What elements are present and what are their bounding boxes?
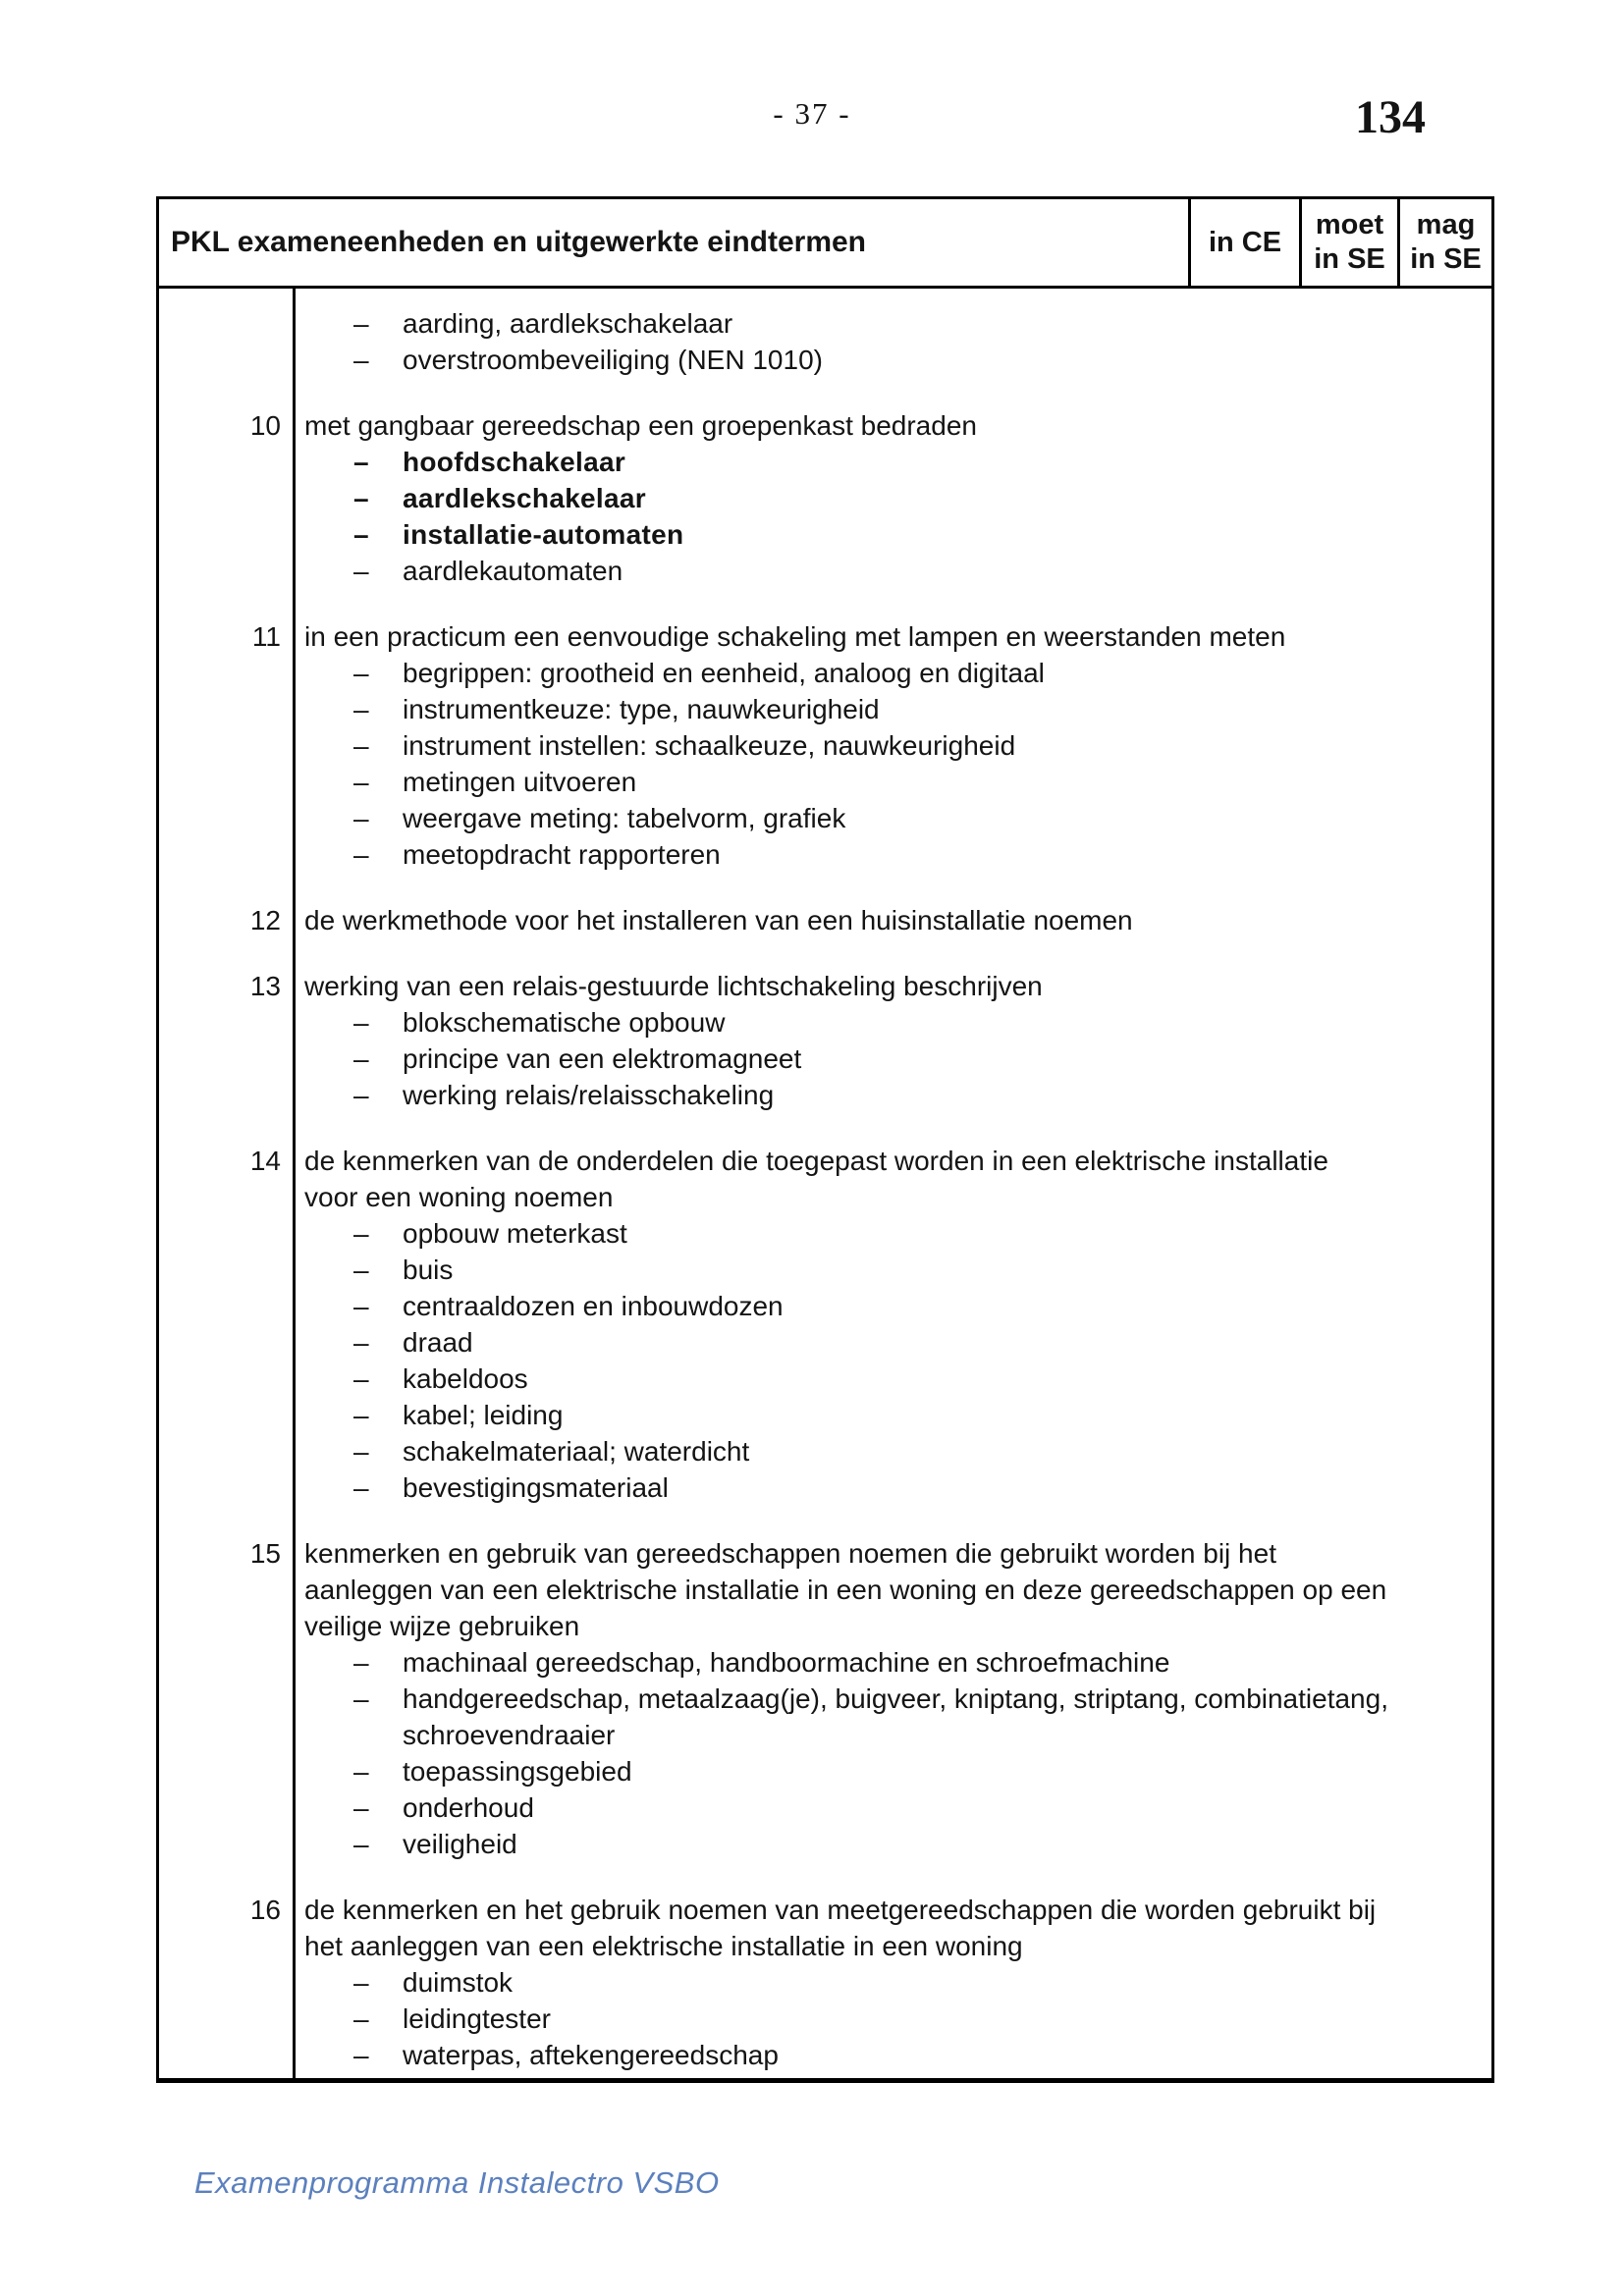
sub-item-text xyxy=(403,1469,669,1506)
row-content xyxy=(293,1143,1491,1506)
dash-bullet-icon: – xyxy=(353,1043,369,1074)
number-column-divider xyxy=(293,289,296,2083)
sub-item xyxy=(304,1826,1486,1862)
header-moet-in-se-text: moet in SE xyxy=(1314,209,1385,275)
header-title-cell: PKL exameneenheden en uitgewerkte eindtermen xyxy=(171,226,867,258)
row-content xyxy=(293,902,1491,938)
dash-bullet-icon: – xyxy=(353,694,369,724)
row-number: 11 xyxy=(251,621,281,652)
row-content xyxy=(293,618,1491,873)
sub-item-text xyxy=(403,1077,774,1113)
sub-item xyxy=(304,480,1486,516)
page-number-right: 134 xyxy=(1355,91,1426,143)
sub-item xyxy=(304,800,1486,836)
table-row xyxy=(159,968,1491,1113)
header-mag-in-se-text: mag in SE xyxy=(1410,209,1482,275)
row-number: 14 xyxy=(249,1146,281,1176)
sub-item xyxy=(304,655,1486,691)
dash-bullet-icon: – xyxy=(353,519,369,550)
sub-item-line: kabeldoos xyxy=(403,1363,528,1394)
sub-item-text xyxy=(403,1324,473,1361)
sub-item-text xyxy=(403,1433,749,1469)
sub-item xyxy=(304,1469,1486,1506)
dash-bullet-icon: – xyxy=(353,2040,369,2070)
sub-item-text xyxy=(403,764,636,800)
table-row xyxy=(159,618,1491,873)
sub-item-text xyxy=(403,2037,779,2073)
dash-bullet-icon: – xyxy=(353,1436,369,1467)
dash-bullet-icon: – xyxy=(353,2003,369,2034)
header-mag-in-se-cell xyxy=(1397,199,1491,286)
sub-item-line: weergave meting: tabelvorm, grafiek xyxy=(403,803,846,833)
sub-item-text xyxy=(403,655,1045,691)
table-row xyxy=(159,1143,1491,1506)
sub-item xyxy=(304,516,1486,553)
dash-bullet-icon: – xyxy=(353,839,369,870)
sub-item-line: veiligheid xyxy=(403,1829,517,1859)
sub-item xyxy=(304,444,1486,480)
sub-item-line: meetopdracht rapporteren xyxy=(403,839,721,870)
sub-item-text xyxy=(403,2001,551,2037)
dash-bullet-icon: – xyxy=(353,1829,369,1859)
sub-item xyxy=(304,342,1486,378)
sub-item-line: toepassingsgebied xyxy=(403,1756,632,1787)
sub-item-text xyxy=(403,305,732,342)
row-title-line: met gangbaar gereedschap een groepenkast bedraden xyxy=(304,410,977,441)
sub-item-text xyxy=(403,1215,627,1252)
sub-item-line: bevestigingsmateriaal xyxy=(403,1472,669,1503)
sub-item-line: centraaldozen en inbouwdozen xyxy=(403,1291,784,1321)
sub-item xyxy=(304,1288,1486,1324)
sub-item-text xyxy=(403,1789,534,1826)
dash-bullet-icon: – xyxy=(353,345,369,375)
sub-item-text xyxy=(403,1004,725,1041)
sub-item xyxy=(304,1215,1486,1252)
sub-item-text xyxy=(403,444,625,480)
sub-item-line: aarding, aardlekschakelaar xyxy=(403,308,733,339)
sub-item-text xyxy=(403,516,683,553)
sub-item-line: aardlekautomaten xyxy=(403,556,623,586)
table-body xyxy=(159,289,1491,2083)
sub-item xyxy=(304,1964,1486,2001)
sub-item xyxy=(304,764,1486,800)
sub-item-text xyxy=(403,1397,563,1433)
row-number: 16 xyxy=(249,1895,281,1925)
row-number: 13 xyxy=(249,971,281,1001)
sub-item-line: schakelmateriaal; waterdicht xyxy=(403,1436,750,1467)
sub-item xyxy=(304,1004,1486,1041)
row-number xyxy=(159,305,293,378)
row-content xyxy=(293,305,1491,378)
sub-item xyxy=(304,1041,1486,1077)
sub-item xyxy=(304,727,1486,764)
sub-item-text xyxy=(403,342,823,378)
sub-item-text xyxy=(403,1288,784,1324)
dash-bullet-icon: – xyxy=(353,1291,369,1321)
sub-item-text xyxy=(403,1964,513,2001)
sub-item xyxy=(304,1789,1486,1826)
sub-item xyxy=(304,2001,1486,2037)
dash-bullet-icon: – xyxy=(353,803,369,833)
row-title-line: het aanleggen van een elektrische installatie in een woning xyxy=(304,1931,1023,1961)
footer-text: Examenprogramma Instalectro VSBO xyxy=(194,2165,720,2200)
sub-item-text xyxy=(403,1826,517,1862)
sub-item-line: principe van een elektromagneet xyxy=(403,1043,802,1074)
sub-item xyxy=(304,1324,1486,1361)
sub-item-line: installatie-automaten xyxy=(403,519,684,550)
dash-bullet-icon: – xyxy=(353,1967,369,1998)
sub-item-text xyxy=(403,727,1015,764)
row-content xyxy=(293,1535,1491,1862)
sub-item xyxy=(304,1433,1486,1469)
row-number: 12 xyxy=(249,905,281,935)
row-content xyxy=(293,1892,1491,2073)
dash-bullet-icon: – xyxy=(353,1007,369,1038)
row-title-line: aanleggen van een elektrische installatie in een woning en deze gereedschappen op een xyxy=(304,1575,1387,1605)
sub-item-line: begrippen: grootheid en eenheid, analoog en digitaal xyxy=(403,658,1045,688)
row-title-line: werking van een relais-gestuurde lichtschakeling beschrijven xyxy=(304,971,1043,1001)
sub-item-line: werking relais/relaisschakeling xyxy=(403,1080,775,1110)
table-row xyxy=(159,1535,1491,1862)
header-moet-in-se-cell xyxy=(1299,199,1397,286)
dash-bullet-icon: – xyxy=(353,1327,369,1358)
dash-bullet-icon: – xyxy=(353,1647,369,1678)
row-title-line: de kenmerken en het gebruik noemen van meetgereedschappen die worden gebruikt bij xyxy=(304,1895,1377,1925)
dash-bullet-icon: – xyxy=(353,483,369,513)
dash-bullet-icon: – xyxy=(353,447,369,477)
sub-item-line: instrument instellen: schaalkeuze, nauwkeurigheid xyxy=(403,730,1016,761)
dash-bullet-icon: – xyxy=(353,767,369,797)
sub-item-line: buis xyxy=(403,1255,454,1285)
sub-item xyxy=(304,553,1486,589)
dash-bullet-icon: – xyxy=(353,730,369,761)
sub-item-text xyxy=(403,836,721,873)
sub-item-line: leidingtester xyxy=(403,2003,551,2034)
sub-item-text xyxy=(403,800,845,836)
table-row xyxy=(159,305,1491,378)
sub-item-line: kabel; leiding xyxy=(403,1400,564,1430)
sub-item-text xyxy=(403,480,646,516)
sub-item xyxy=(304,1252,1486,1288)
sub-item-line: duimstok xyxy=(403,1967,514,1998)
table-header-row xyxy=(159,199,1491,289)
page-number-center: - 37 - xyxy=(773,96,851,131)
dash-bullet-icon: – xyxy=(353,556,369,586)
exam-table xyxy=(156,196,1494,2083)
sub-item-line: overstroombeveiliging (NEN 1010) xyxy=(403,345,823,375)
sub-item xyxy=(304,1077,1486,1113)
sub-item xyxy=(304,2037,1486,2073)
sub-item xyxy=(304,836,1486,873)
row-title-line: de werkmethode voor het installeren van een huisinstallatie noemen xyxy=(304,905,1133,935)
sub-item-line: onderhoud xyxy=(403,1792,534,1823)
sub-item-text xyxy=(403,691,880,727)
sub-item-line: machinaal gereedschap, handboormachine en schroefmachine xyxy=(403,1647,1170,1678)
sub-item xyxy=(304,1361,1486,1397)
table-row xyxy=(159,1892,1491,2073)
row-title-line: de kenmerken van de onderdelen die toegepast worden in een elektrische installatie xyxy=(304,1146,1328,1176)
row-title-line: veilige wijze gebruiken xyxy=(304,1611,580,1641)
dash-bullet-icon: – xyxy=(353,1683,369,1714)
dash-bullet-icon: – xyxy=(353,1792,369,1823)
row-title-line: kenmerken en gebruik van gereedschappen noemen die gebruikt worden bij het xyxy=(304,1538,1276,1569)
dash-bullet-icon: – xyxy=(353,1080,369,1110)
sub-item xyxy=(304,691,1486,727)
sub-item-text xyxy=(403,1252,453,1288)
sub-item-line: waterpas, aftekengereedschap xyxy=(403,2040,779,2070)
row-number: 10 xyxy=(249,410,281,441)
dash-bullet-icon: – xyxy=(353,1255,369,1285)
sub-item-line: draad xyxy=(403,1327,473,1358)
sub-item-line: blokschematische opbouw xyxy=(403,1007,726,1038)
table-rows-container xyxy=(159,305,1491,2073)
sub-item-text xyxy=(403,1644,1169,1681)
sub-item xyxy=(304,1644,1486,1681)
row-number: 15 xyxy=(249,1538,281,1569)
dash-bullet-icon: – xyxy=(353,1363,369,1394)
row-title-line: voor een woning noemen xyxy=(304,1182,614,1212)
sub-item-line: hoofdschakelaar xyxy=(403,447,626,477)
table-row xyxy=(159,407,1491,589)
sub-item-line: aardlekschakelaar xyxy=(403,483,646,513)
sub-item-line: opbouw meterkast xyxy=(403,1218,627,1249)
sub-item-line: metingen uitvoeren xyxy=(403,767,637,797)
row-content xyxy=(293,407,1491,589)
sub-item xyxy=(304,305,1486,342)
dash-bullet-icon: – xyxy=(353,308,369,339)
dash-bullet-icon: – xyxy=(353,1218,369,1249)
sub-item xyxy=(304,1753,1486,1789)
sub-item-line: handgereedschap, metaalzaag(je), buigveer, kniptang, striptang, combinatietang, xyxy=(403,1683,1388,1714)
sub-item-text xyxy=(403,1681,1388,1753)
row-content xyxy=(293,968,1491,1113)
sub-item xyxy=(304,1397,1486,1433)
dash-bullet-icon: – xyxy=(353,1472,369,1503)
dash-bullet-icon: – xyxy=(353,1756,369,1787)
sub-item-text xyxy=(403,1361,528,1397)
sub-item-line: schroevendraaier xyxy=(403,1720,616,1750)
sub-item xyxy=(304,1681,1486,1753)
dash-bullet-icon: – xyxy=(353,1400,369,1430)
row-title-line: in een practicum een eenvoudige schakeling met lampen en weerstanden meten xyxy=(304,621,1286,652)
sub-item-text xyxy=(403,1753,632,1789)
sub-item-line: instrumentkeuze: type, nauwkeurigheid xyxy=(403,694,880,724)
dash-bullet-icon: – xyxy=(353,658,369,688)
sub-item-text xyxy=(403,553,623,589)
header-in-ce-cell: in CE xyxy=(1188,199,1299,286)
table-row xyxy=(159,902,1491,938)
sub-item-text xyxy=(403,1041,801,1077)
